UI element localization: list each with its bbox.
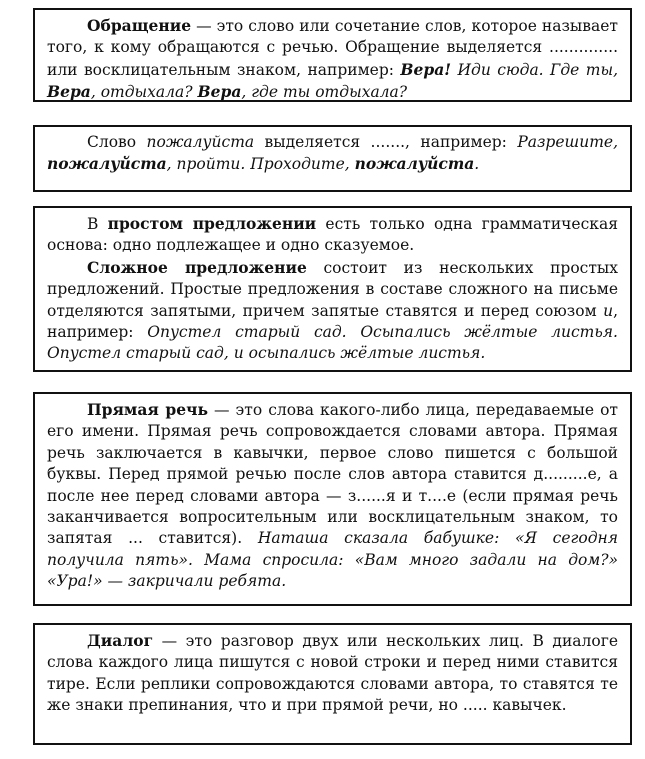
term-word: и xyxy=(603,301,614,320)
term-heading: Прямая речь xyxy=(87,400,208,419)
example-text: , где ты отдыхала? xyxy=(241,83,408,102)
term-word: пожалуйста xyxy=(146,133,255,151)
example-text: , отдыхала? xyxy=(90,83,198,102)
example-emphasis: Вера! xyxy=(400,59,452,79)
rule-paragraph-simple xyxy=(47,213,618,257)
example-emphasis: пожалуйста xyxy=(354,154,475,174)
term-heading: Сложное предложение xyxy=(87,257,307,277)
example-text: Разрешите, xyxy=(517,133,618,151)
term-heading: Диалог xyxy=(87,631,154,650)
example-text: Наташа сказала бабушке: «Я сегодня получила пять». Мама спросила: «Вам много задали на дом?» «Ура!» — закричали ребята. xyxy=(47,529,618,591)
rule-paragraph xyxy=(47,399,618,593)
rule-paragraph xyxy=(47,15,618,104)
rule-text: выделяется ......., например: xyxy=(254,133,518,151)
example-text: Иди сюда. Где ты, xyxy=(451,60,619,79)
rule-text: В xyxy=(87,215,108,233)
rule-box-sentences xyxy=(33,206,632,372)
term-heading: простом предложении xyxy=(107,214,317,233)
example-emphasis: пожалуйста xyxy=(47,154,167,174)
rule-text: , например: xyxy=(47,301,618,342)
example-text: . xyxy=(474,155,480,174)
term-heading: Обращение xyxy=(87,16,192,35)
rule-box-appeal xyxy=(33,8,632,102)
example-text: , пройти. Проходите, xyxy=(166,155,355,174)
rule-box-please xyxy=(33,125,632,192)
rule-text: — это слова какого-либо лица, передаваемые от его имени. Прямая речь сопровождается словами автора. Прямая речь заключается в кавычки, первое слово пишется с большой буквы. Перед прямой речью после слов автора ставится д.........е, а после нее перед словами автора — з......я и т....е (если прямая речь заканчивается вопросительным или восклицательным знаком, то запятая ... ставится). xyxy=(47,401,618,548)
rule-text: Слово xyxy=(87,133,147,151)
rule-box-dialogue xyxy=(33,623,632,745)
rule-box-direct-speech xyxy=(33,392,632,606)
rule-text: — это разговор двух или нескольких лиц. В диалоге слова каждого лица пишутся с новой строки и перед ними ставится тире. Если реплики сопровождаются словами автора, то ставятся те же знаки препинания, что и при прямой речи, но ..... кавычек. xyxy=(47,632,618,715)
rule-paragraph-complex xyxy=(47,257,618,365)
rule-paragraph xyxy=(47,132,618,176)
rule-text: — это слово или сочетание слов, которое называет того, к кому обращаются с речью. Обращение выделяется .............. или восклицательным знаком, например: xyxy=(47,17,618,79)
example-emphasis: Вера xyxy=(197,82,242,102)
rule-text: есть только одна грамматическая основа: одно подлежащее и одно сказуемое. xyxy=(47,215,618,255)
rule-paragraph xyxy=(47,630,618,717)
example-emphasis: Вера xyxy=(47,82,91,102)
example-text: Опустел старый сад. Осыпались жёлтые листья. Опустел старый сад, и осыпались жёлтые листья. xyxy=(47,323,618,363)
rule-text: состоит из нескольких простых предложений. Простые предложения в составе сложного на письме отделяются запятыми, причем запятые ставятся и перед союзом xyxy=(47,258,618,320)
